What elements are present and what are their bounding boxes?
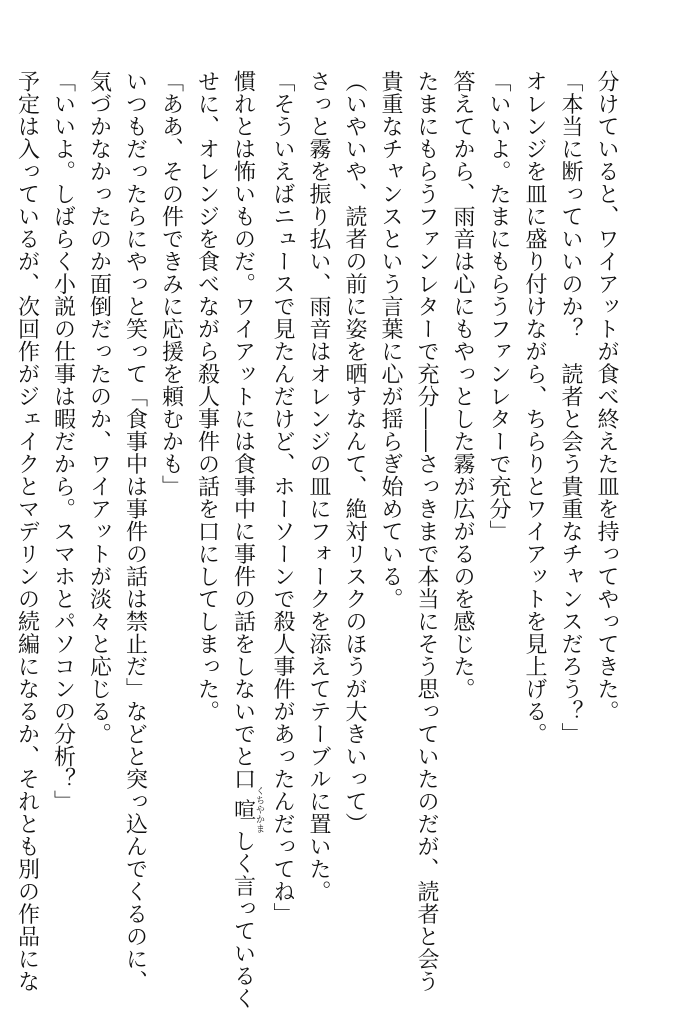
- text-line: たまにもらうファンレターで充分――さっきまで本当にそう思っていたのだが、読者と会う: [414, 70, 439, 993]
- text-line: （いやいや、読者の前に姿を晒すなんて、絶対リスクのほうが大きいって）: [342, 70, 367, 835]
- text-line: 気づかなかったのか面倒だったのか、ワイアットが淡々と応じる。: [86, 70, 112, 745]
- text-line: さっと霧を振り払い、雨音はオレンジの皿にフォークを添えてテーブルに置いた。: [306, 70, 331, 903]
- text-line: オレンジを皿に盛り付けながら、ちらりとワイアットを見上げる。: [522, 70, 547, 745]
- text-segment: 慣れとは怖いものだ。ワイアットには食事中に事件の話をしないでと口: [230, 70, 256, 790]
- text-line: 「いいよ。しばらく小説の仕事は暇だから。スマホとパソコンの分析？」: [50, 70, 76, 813]
- text-line: いつもだったらにやっと笑って「食事中は事件の話は禁止だ」などと突っ込んでくるのに、: [122, 70, 148, 993]
- ruby-reading: くちやかま: [254, 786, 264, 834]
- vertical-text-block: [9, 70, 625, 1010]
- text-line: 答えてから、雨音は心にもやっとした霧が広がるのを感じた。: [450, 70, 475, 700]
- text-line: 「いいよ。たまにもらうファンレターで充分」: [486, 70, 511, 543]
- text-line: 「本当に断っていいのか？ 読者と会う貴重なチャンスだろう？」: [558, 70, 583, 745]
- ruby-annotation: [230, 786, 264, 834]
- ruby-base: 喧: [230, 786, 256, 834]
- text-line-with-ruby: [225, 70, 265, 1010]
- text-line: 「ああ、その件できみに応援を頼むかも」: [158, 70, 184, 498]
- text-line: 貴重なチャンスという言葉に心が揺らぎ始めている。: [378, 70, 403, 610]
- text-line: 「そういえばニュースで見たんだけど、ホーソーンで殺人事件があったんだってね」: [270, 70, 295, 925]
- text-line: 分けていると、ワイアットが食べ終えた皿を持ってやってきた。: [594, 70, 619, 723]
- text-line: 予定は入っているが、次回作がジェイクとマデリンの続編になるか、それとも別の作品にな: [14, 70, 40, 993]
- text-segment: しく言っているく: [230, 829, 256, 1010]
- text-line: せに、オレンジを食べながら殺人事件の話を口にしてしまった。: [194, 70, 220, 723]
